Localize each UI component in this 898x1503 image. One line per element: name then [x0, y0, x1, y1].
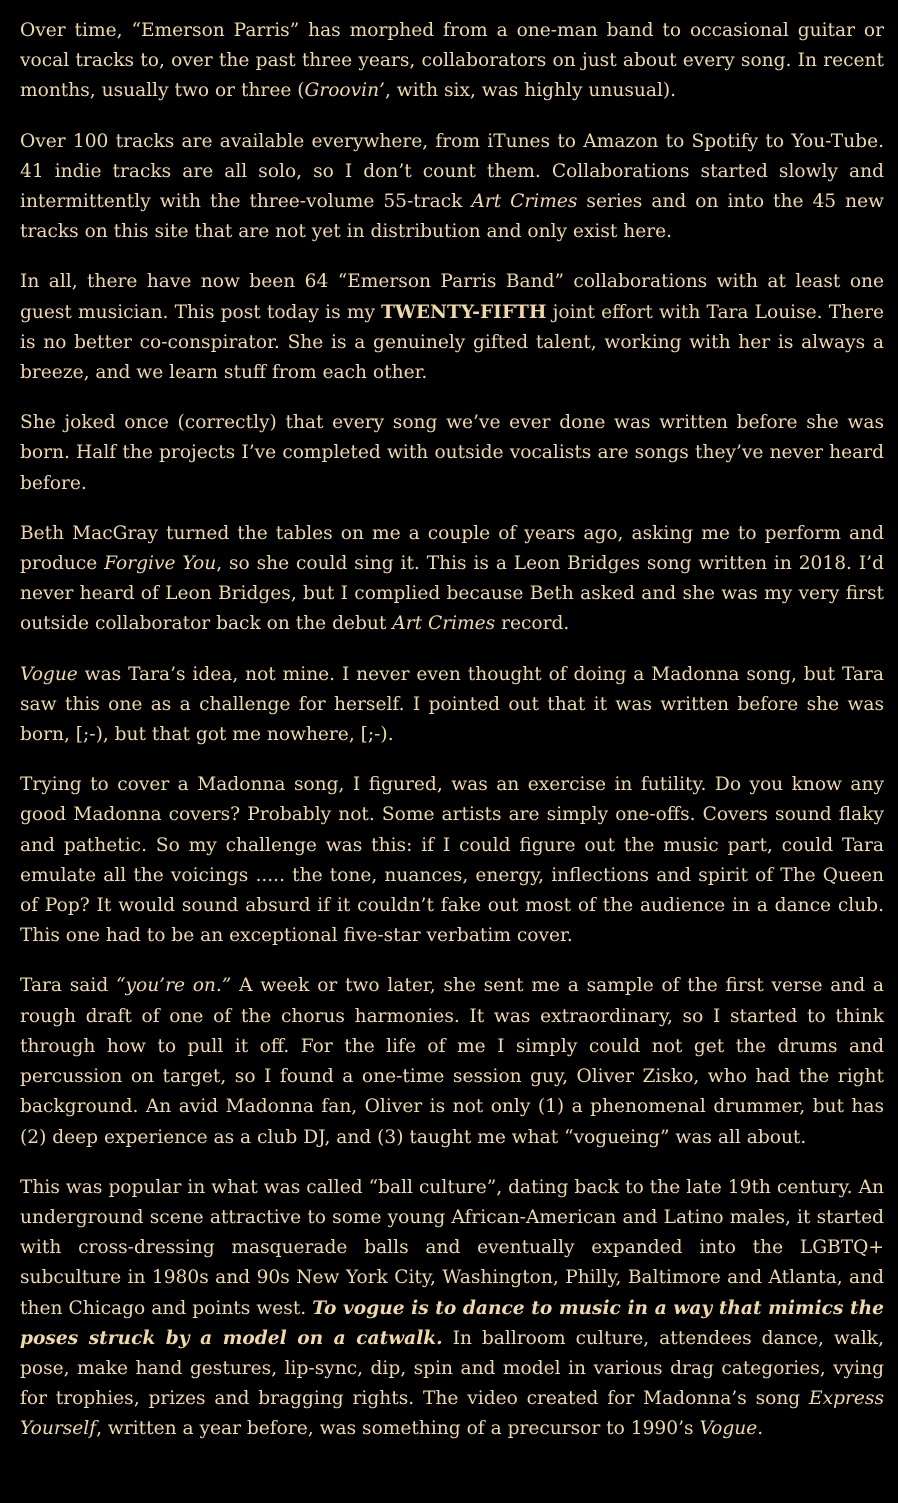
paragraph-1: Over time, “Emerson Parris” has morphed from a one-man band to occasional guitar or vocal tracks to, over the past three years, collaborators on just about every song. In recent months, usually two or three (Groovin’, with six, was highly unusual). [20, 20, 884, 102]
paragraph-9: This was popular in what was called “ball culture”, dating back to the late 19th century. An underground scene attractive to some young African-American and Latino males, it started with cross-dressing masquerade balls and eventually expanded into the LGBTQ+ subculture in 1980s and 90s New York City, Washington, Philly, Baltimore and Atlanta, and then Chicago and points west. To vogue is to dance to music in a way that mimics the poses struck by a model on a catwalk. In ballroom culture, attendees dance, walk, pose, make hand gestures, lip-sync, dip, spin and model in various drag categories, vying for trophies, prizes and bragging rights. The video created for Madonna’s song Express Yourself, written a year before, was something of a precursor to 1990’s Vogue. [20, 1176, 884, 1440]
song-title-forgive-you: Forgive You [104, 553, 217, 575]
song-title-vogue: Vogue [20, 663, 78, 685]
song-title-express-yourself: Express Yourself [20, 1388, 884, 1440]
album-title-art-crimes: Art Crimes [392, 613, 496, 635]
paragraph-6: Vogue was Tara’s idea, not mine. I never even thought of doing a Madonna song, but Tara saw this one as a challenge for herself. I pointed out that it was written before she was born, [;-), but that got me nowhere, [;-). [20, 663, 884, 746]
quote-youre-on: “you’re on.” [116, 975, 232, 997]
emphasis-twenty-fifth: TWENTY-FIFTH [381, 301, 547, 323]
paragraph-8: Tara said “you’re on.” A week or two later, she sent me a sample of the first verse and a rough draft of one of the chorus harmonies. It was extraordinary, so I started to think through how to pull it off. For the life of me I simply could not get the drums and percussion on target, so I found a one-time session guy, Oliver Zisko, who had the right background. An avid Madonna fan, Oliver is not only (1) a phenomenal drummer, but has (2) deep experience as a club DJ, and (3) taught me what “vogueing” was all about. [20, 975, 885, 1148]
album-title-art-crimes: Art Crimes [471, 191, 578, 213]
vogue-definition: To vogue is to dance to music in a way that mimics the poses struck by a model on a catwalk. [20, 1297, 884, 1349]
song-title-vogue: Vogue [699, 1418, 758, 1440]
song-title-groovin: Groovin’ [304, 80, 385, 102]
paragraph-3: In all, there have now been 64 “Emerson Parris Band” collaborations with at least one guest musician. This post today is my TWENTY-FIFTH joint effort with Tara Louise. There is no better co-conspirator. She is a genuinely gifted talent, working with her is always a breeze, and we learn stuff from each other. [20, 271, 884, 384]
paragraph-4: She joked once (correctly) that every song we’ve ever done was written before she was born. Half the projects I’ve completed with outside vocalists are songs they’ve never heard before. [20, 412, 884, 494]
paragraph-7: Trying to cover a Madonna song, I figured, was an exercise in futility. Do you know any good Madonna covers? Probably not. Some artists are simply one-offs. Covers sound flaky and pathetic. So my challenge was this: if I could figure out the music part, could Tara emulate all the voicings ..... the tone, nuances, energy, inflections and spirit of The Queen of Pop? It would sound absurd if it couldn’t fake out most of the audience in a dance club. This one had to be an exceptional five-star verbatim cover. [20, 774, 884, 947]
paragraph-2: Over 100 tracks are available everywhere, from iTunes to Amazon to Spotify to You-Tube. 41 indie tracks are all solo, so I don’t count them. Collaborations started slowly and intermittently with the three-volume 55-track Art Crimes series and on into the 45 new tracks on this site that are not yet in distribution and only exist here. [20, 130, 885, 243]
paragraph-5: Beth MacGray turned the tables on me a couple of years ago, asking me to perform and produce Forgive You, so she could sing it. This is a Leon Bridges song written in 2018. I’d never heard of Leon Bridges, but I complied because Beth asked and she was my very first outside collaborator back on the debut Art Crimes record. [20, 522, 884, 635]
